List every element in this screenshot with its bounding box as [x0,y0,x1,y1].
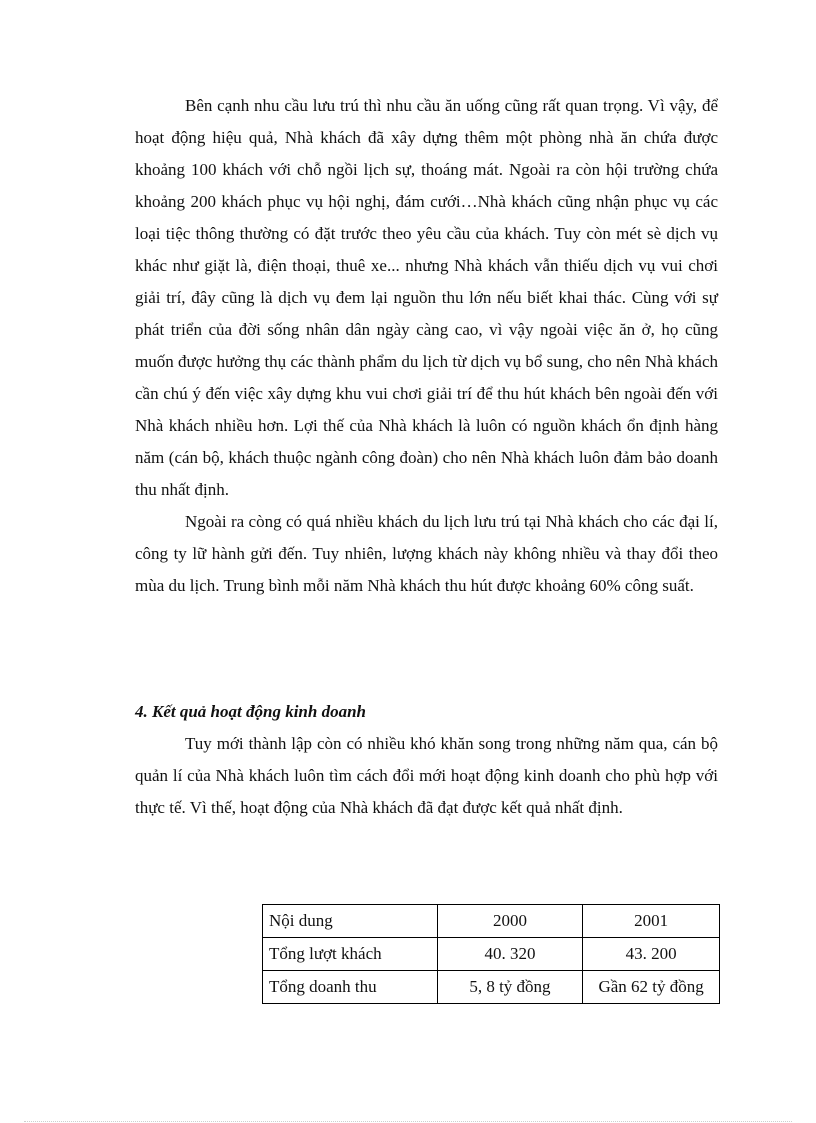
section3-text [135,90,718,602]
header-cell-2000: 2000 [437,905,583,938]
section4-text [135,728,718,824]
row-label-total-revenue: Tổng doanh thu [263,971,438,1004]
section-heading: 4. Kết quả hoạt động kinh doanh [135,702,366,721]
table-row [263,938,720,971]
row-label-total-guests: Tổng lượt khách [263,938,438,971]
header-cell-content: Nội dung [263,905,438,938]
header-cell-2001: 2001 [583,905,720,938]
results-table [262,904,720,1004]
cell-revenue-2001: Gần 62 tỷ đồng [583,971,720,1004]
paragraph-travel-agency-guests: Ngoài ra còng có quá nhiều khách du lịch lưu trú tại Nhà khách cho các đại lí, công ty lữ hành gửi đến. Tuy nhiên, lượng khách này không nhiều và thay đổi theo mùa du lịch. Trung bình mỗi năm Nhà khách thu hút được khoảng 60% công suất. [135,512,718,595]
cell-guests-2000: 40. 320 [437,938,583,971]
cell-guests-2001: 43. 200 [583,938,720,971]
paragraph-business-results: Tuy mới thành lập còn có nhiều khó khăn song trong những năm qua, cán bộ quản lí của Nhà khách luôn tìm cách đổi mới hoạt động kinh doanh cho phù hợp với thực tế. Vì thế, hoạt động của Nhà khách đã đạt được kết quả nhất định. [135,734,718,817]
table-row [263,971,720,1004]
paragraph-dining-services: Bên cạnh nhu cầu lưu trú thì nhu cầu ăn uống cũng rất quan trọng. Vì vậy, để hoạt động hiệu quả, Nhà khách đã xây dựng thêm một phòng nhà ăn chứa được khoảng 100 khách với chỗ ngồi lịch sự, thoáng mát. Ngoài ra còn hội trường chứa khoảng 200 khách phục vụ hội nghị, đám cưới…Nhà khách cũng nhận phục vụ các loại tiệc thông thường có đặt trước theo yêu cầu của khách. Tuy còn mét sè dịch vụ khác như giặt là, điện thoại, thuê xe... nhưng Nhà khách vẫn thiếu dịch vụ vui chơi giải trí, đây cũng là dịch vụ đem lại nguồn thu lớn nếu biết khai thác. Cùng với sự phát triển của đời sống nhân dân ngày càng cao, vì vậy ngoài việc ăn ở, họ cũng muốn được hưởng thụ các thành phẩm du lịch từ dịch vụ bổ sung, cho nên Nhà khách cần chú ý đến việc xây dựng khu vui chơi giải trí để thu hút khách bên ngoài đến với Nhà khách nhiều hơn. Lợi thế của Nhà khách là luôn có nguồn khách ổn định hàng năm (cán bộ, khách thuộc ngành công đoàn) cho nên Nhà khách luôn đảm bảo doanh thu nhất định. [135,96,718,499]
page-bottom-divider [24,1121,792,1122]
table-header-row [263,905,720,938]
cell-revenue-2000: 5, 8 tỷ đồng [437,971,583,1004]
